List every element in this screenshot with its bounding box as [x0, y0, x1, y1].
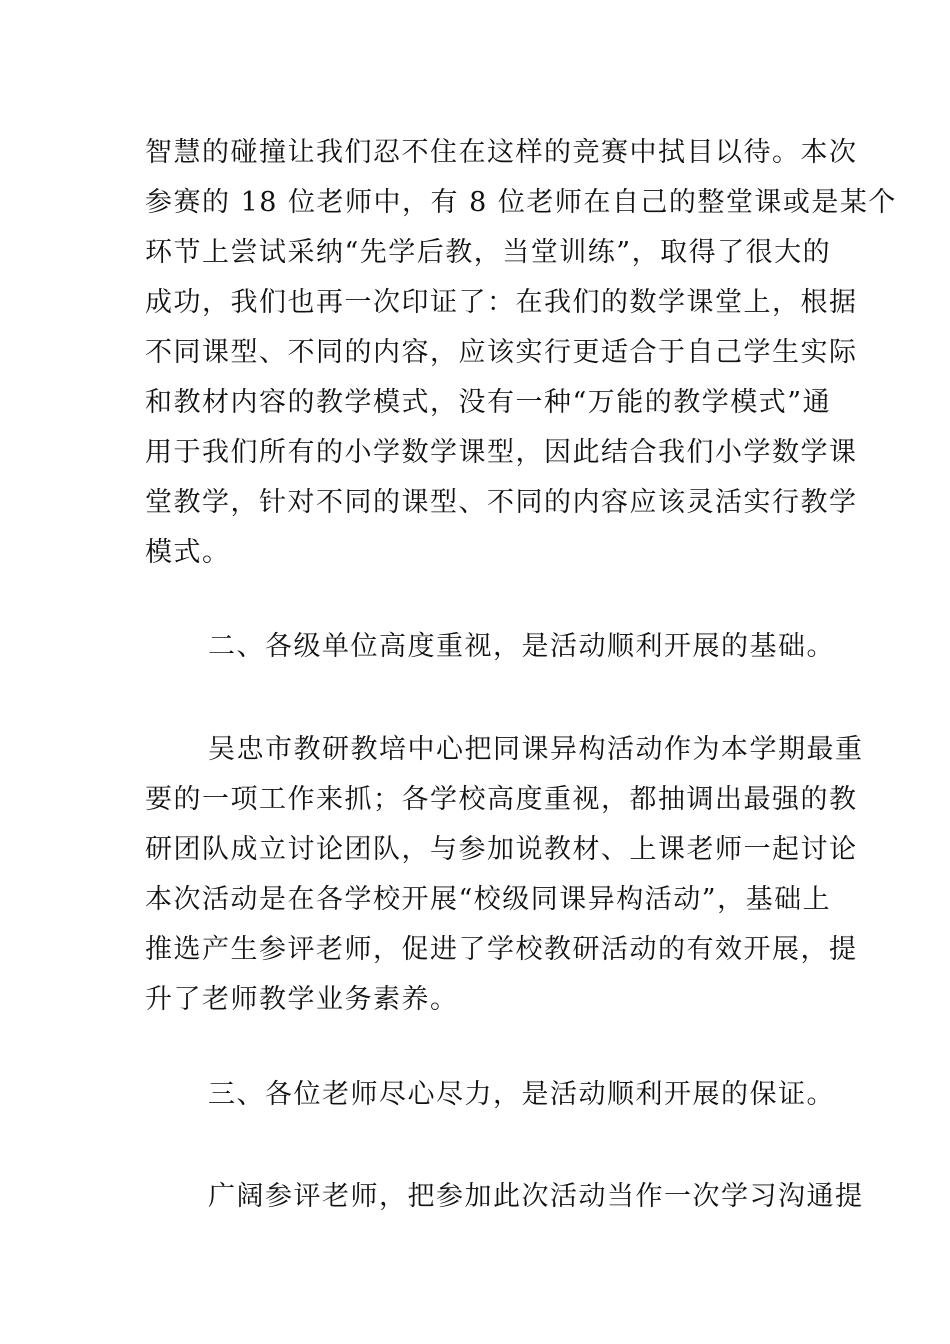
paragraph-line: 推选产生参评老师，促进了学校教研活动的有效开展，提 [145, 934, 858, 965]
paragraph-line: 吴忠市教研教培中心把同课异构活动作为本学期最重 [208, 734, 864, 765]
paragraph-line: 环节上尝试采纳“先学后教，当堂训练”，取得了很大的 [145, 237, 832, 268]
paragraph-3 [145, 1172, 864, 1222]
section-heading-2: 二、各级单位高度重视，是活动顺利开展的基础。 [208, 631, 835, 662]
paragraph-line: 广阔参评老师，把参加此次活动当作一次学习沟通提 [208, 1181, 864, 1212]
paragraph-line: 智慧的碰撞让我们忍不住在这样的竞赛中拭目以待。本次 [145, 137, 858, 168]
paragraph-line: 本次活动是在各学校开展“校级同课异构活动”，基础上 [145, 884, 832, 915]
paragraph-line: 不同课型、不同的内容，应该实行更适合于自己学生实际 [145, 337, 858, 368]
paragraph-line: 模式。 [145, 537, 231, 568]
paragraph-line: 升了老师教学业务素养。 [145, 984, 459, 1015]
paragraph-line: 用于我们所有的小学数学课型，因此结合我们小学数学课 [145, 437, 858, 468]
paragraph-2 [145, 725, 864, 1025]
paragraph-line: 成功，我们也再一次印证了：在我们的数学课堂上，根据 [145, 287, 858, 318]
paragraph-line: 和教材内容的教学模式，没有一种“万能的教学模式”通 [145, 387, 832, 418]
paragraph-line: 研团队成立讨论团队，与参加说教材、上课老师一起讨论 [145, 834, 858, 865]
section-heading-3: 三、各位老师尽心尽力，是活动顺利开展的保证。 [208, 1079, 835, 1110]
paragraph-line: 参赛的 18 位老师中，有 8 位老师在自己的整堂课或是某个 [145, 187, 897, 218]
paragraph-line: 堂教学，针对不同的课型、不同的内容应该灵活实行教学 [145, 487, 858, 518]
paragraph-1 [145, 128, 897, 578]
paragraph-line: 要的一项工作来抓；各学校高度重视，都抽调出最强的教 [145, 784, 858, 815]
